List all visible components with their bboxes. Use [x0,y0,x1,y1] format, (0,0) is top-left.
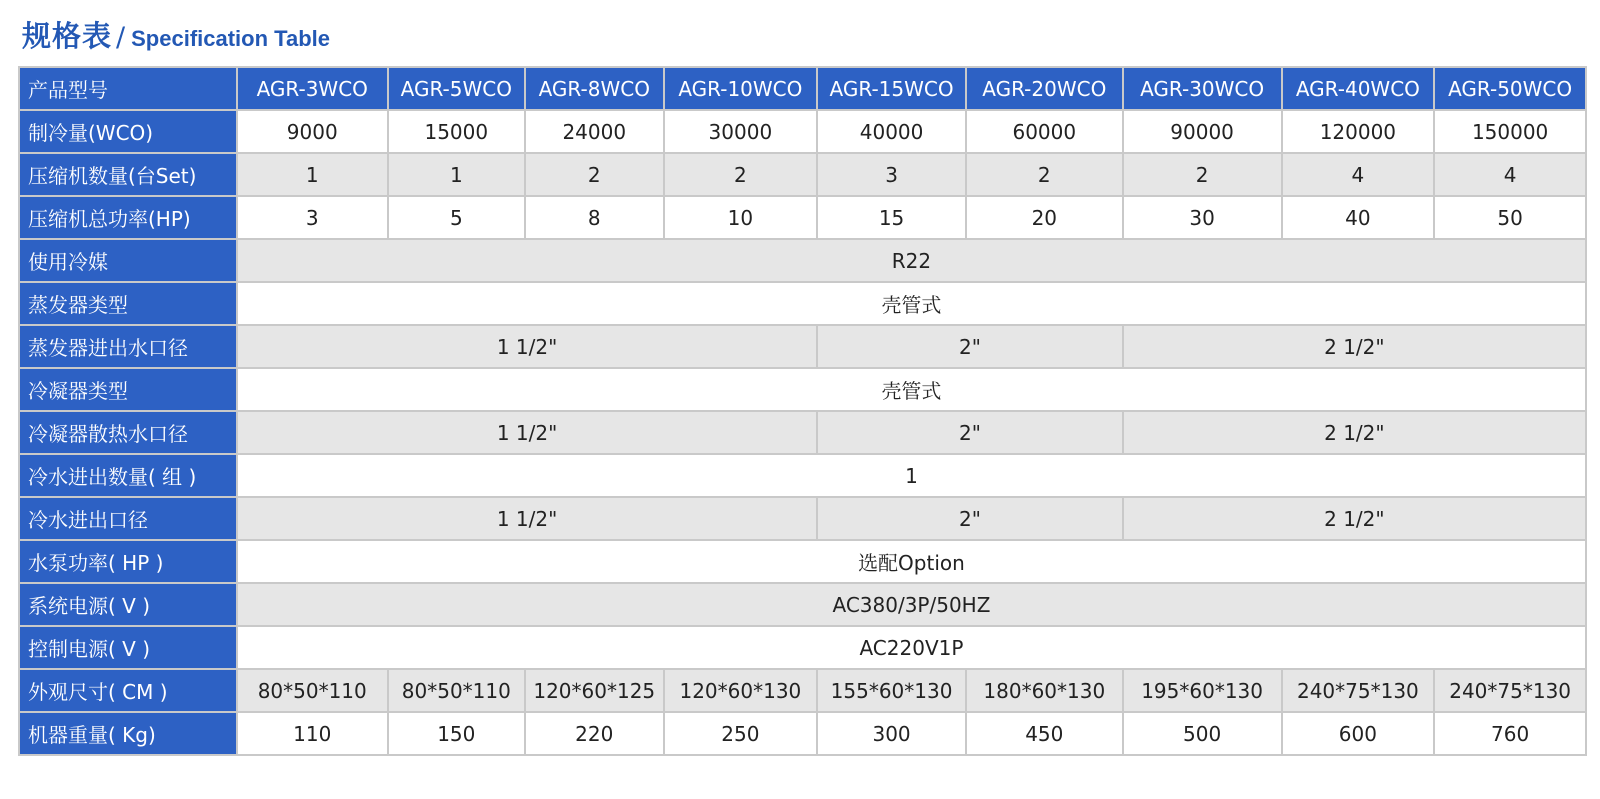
value-cell: 150000 [1434,110,1586,153]
row-label: 水泵功率( HP ) [19,540,237,583]
value-cell: 3 [237,196,388,239]
value-cell: 600 [1282,712,1435,755]
model-header-cell: AGR-3WCO [237,67,388,110]
table-row [19,239,1586,282]
table-row [19,325,1586,368]
page-title [22,14,330,58]
value-cell: 50 [1434,196,1586,239]
row-label: 冷凝器散热水口径 [19,411,237,454]
specification-table [18,66,1587,756]
table-row [19,497,1586,540]
merged-value-cell: 壳管式 [237,282,1586,325]
value-cell: 240*75*130 [1434,669,1586,712]
value-cell: 500 [1123,712,1282,755]
row-label: 蒸发器类型 [19,282,237,325]
value-cell: 40 [1282,196,1435,239]
row-label: 冷水进出口径 [19,497,237,540]
value-cell: 300 [817,712,966,755]
value-cell: 240*75*130 [1282,669,1435,712]
row-label: 机器重量( Kg) [19,712,237,755]
value-cell: 155*60*130 [817,669,966,712]
value-cell: 4 [1434,153,1586,196]
row-label: 压缩机总功率(HP) [19,196,237,239]
value-cell: 180*60*130 [966,669,1123,712]
value-cell: 120*60*130 [664,669,818,712]
value-cell: 2 [966,153,1123,196]
value-cell: 30 [1123,196,1282,239]
value-cell: 90000 [1123,110,1282,153]
model-header-cell: AGR-20WCO [966,67,1123,110]
model-header-cell: AGR-8WCO [525,67,663,110]
table-row [19,540,1586,583]
model-header-cell: AGR-50WCO [1434,67,1586,110]
value-cell: 10 [664,196,818,239]
value-cell: 3 [817,153,966,196]
title-chinese: 规格表 [22,19,113,53]
row-label: 制冷量(WCO) [19,110,237,153]
grouped-value-cell: 1 1/2" [237,497,817,540]
model-header-cell: AGR-40WCO [1282,67,1435,110]
table-header-row [19,67,1586,110]
merged-value-cell: 1 [237,454,1586,497]
model-header-cell: AGR-15WCO [817,67,966,110]
table-row [19,196,1586,239]
table-row [19,626,1586,669]
table-row [19,712,1586,755]
title-english: Specification Table [131,26,330,51]
value-cell: 120000 [1282,110,1435,153]
table-row [19,368,1586,411]
value-cell: 5 [388,196,525,239]
value-cell: 220 [525,712,663,755]
row-label: 蒸发器进出水口径 [19,325,237,368]
value-cell: 15 [817,196,966,239]
table-body [19,67,1586,755]
header-label-cell: 产品型号 [19,67,237,110]
value-cell: 150 [388,712,525,755]
table-row [19,110,1586,153]
value-cell: 40000 [817,110,966,153]
value-cell: 24000 [525,110,663,153]
table-row [19,454,1586,497]
value-cell: 195*60*130 [1123,669,1282,712]
value-cell: 450 [966,712,1123,755]
value-cell: 110 [237,712,388,755]
grouped-value-cell: 2" [817,411,1122,454]
table-row [19,411,1586,454]
value-cell: 30000 [664,110,818,153]
title-separator: / [116,22,126,53]
merged-value-cell: AC220V1P [237,626,1586,669]
value-cell: 2 [664,153,818,196]
value-cell: 80*50*110 [388,669,525,712]
table-row [19,583,1586,626]
merged-value-cell: AC380/3P/50HZ [237,583,1586,626]
value-cell: 80*50*110 [237,669,388,712]
table-row [19,153,1586,196]
grouped-value-cell: 2 1/2" [1123,411,1586,454]
model-header-cell: AGR-30WCO [1123,67,1282,110]
grouped-value-cell: 2" [817,497,1122,540]
value-cell: 2 [1123,153,1282,196]
grouped-value-cell: 2 1/2" [1123,325,1586,368]
value-cell: 2 [525,153,663,196]
value-cell: 120*60*125 [525,669,663,712]
value-cell: 250 [664,712,818,755]
value-cell: 1 [237,153,388,196]
merged-value-cell: 选配Option [237,540,1586,583]
table-row [19,669,1586,712]
value-cell: 4 [1282,153,1435,196]
row-label: 外观尺寸( CM ) [19,669,237,712]
table-row [19,282,1586,325]
merged-value-cell: 壳管式 [237,368,1586,411]
grouped-value-cell: 1 1/2" [237,325,817,368]
grouped-value-cell: 2" [817,325,1122,368]
value-cell: 20 [966,196,1123,239]
grouped-value-cell: 1 1/2" [237,411,817,454]
model-header-cell: AGR-10WCO [664,67,818,110]
model-header-cell: AGR-5WCO [388,67,525,110]
value-cell: 9000 [237,110,388,153]
grouped-value-cell: 2 1/2" [1123,497,1586,540]
value-cell: 15000 [388,110,525,153]
merged-value-cell: R22 [237,239,1586,282]
row-label: 压缩机数量(台Set) [19,153,237,196]
value-cell: 760 [1434,712,1586,755]
row-label: 控制电源( V ) [19,626,237,669]
value-cell: 8 [525,196,663,239]
value-cell: 60000 [966,110,1123,153]
row-label: 使用冷媒 [19,239,237,282]
value-cell: 1 [388,153,525,196]
row-label: 系统电源( V ) [19,583,237,626]
row-label: 冷凝器类型 [19,368,237,411]
row-label: 冷水进出数量( 组 ) [19,454,237,497]
